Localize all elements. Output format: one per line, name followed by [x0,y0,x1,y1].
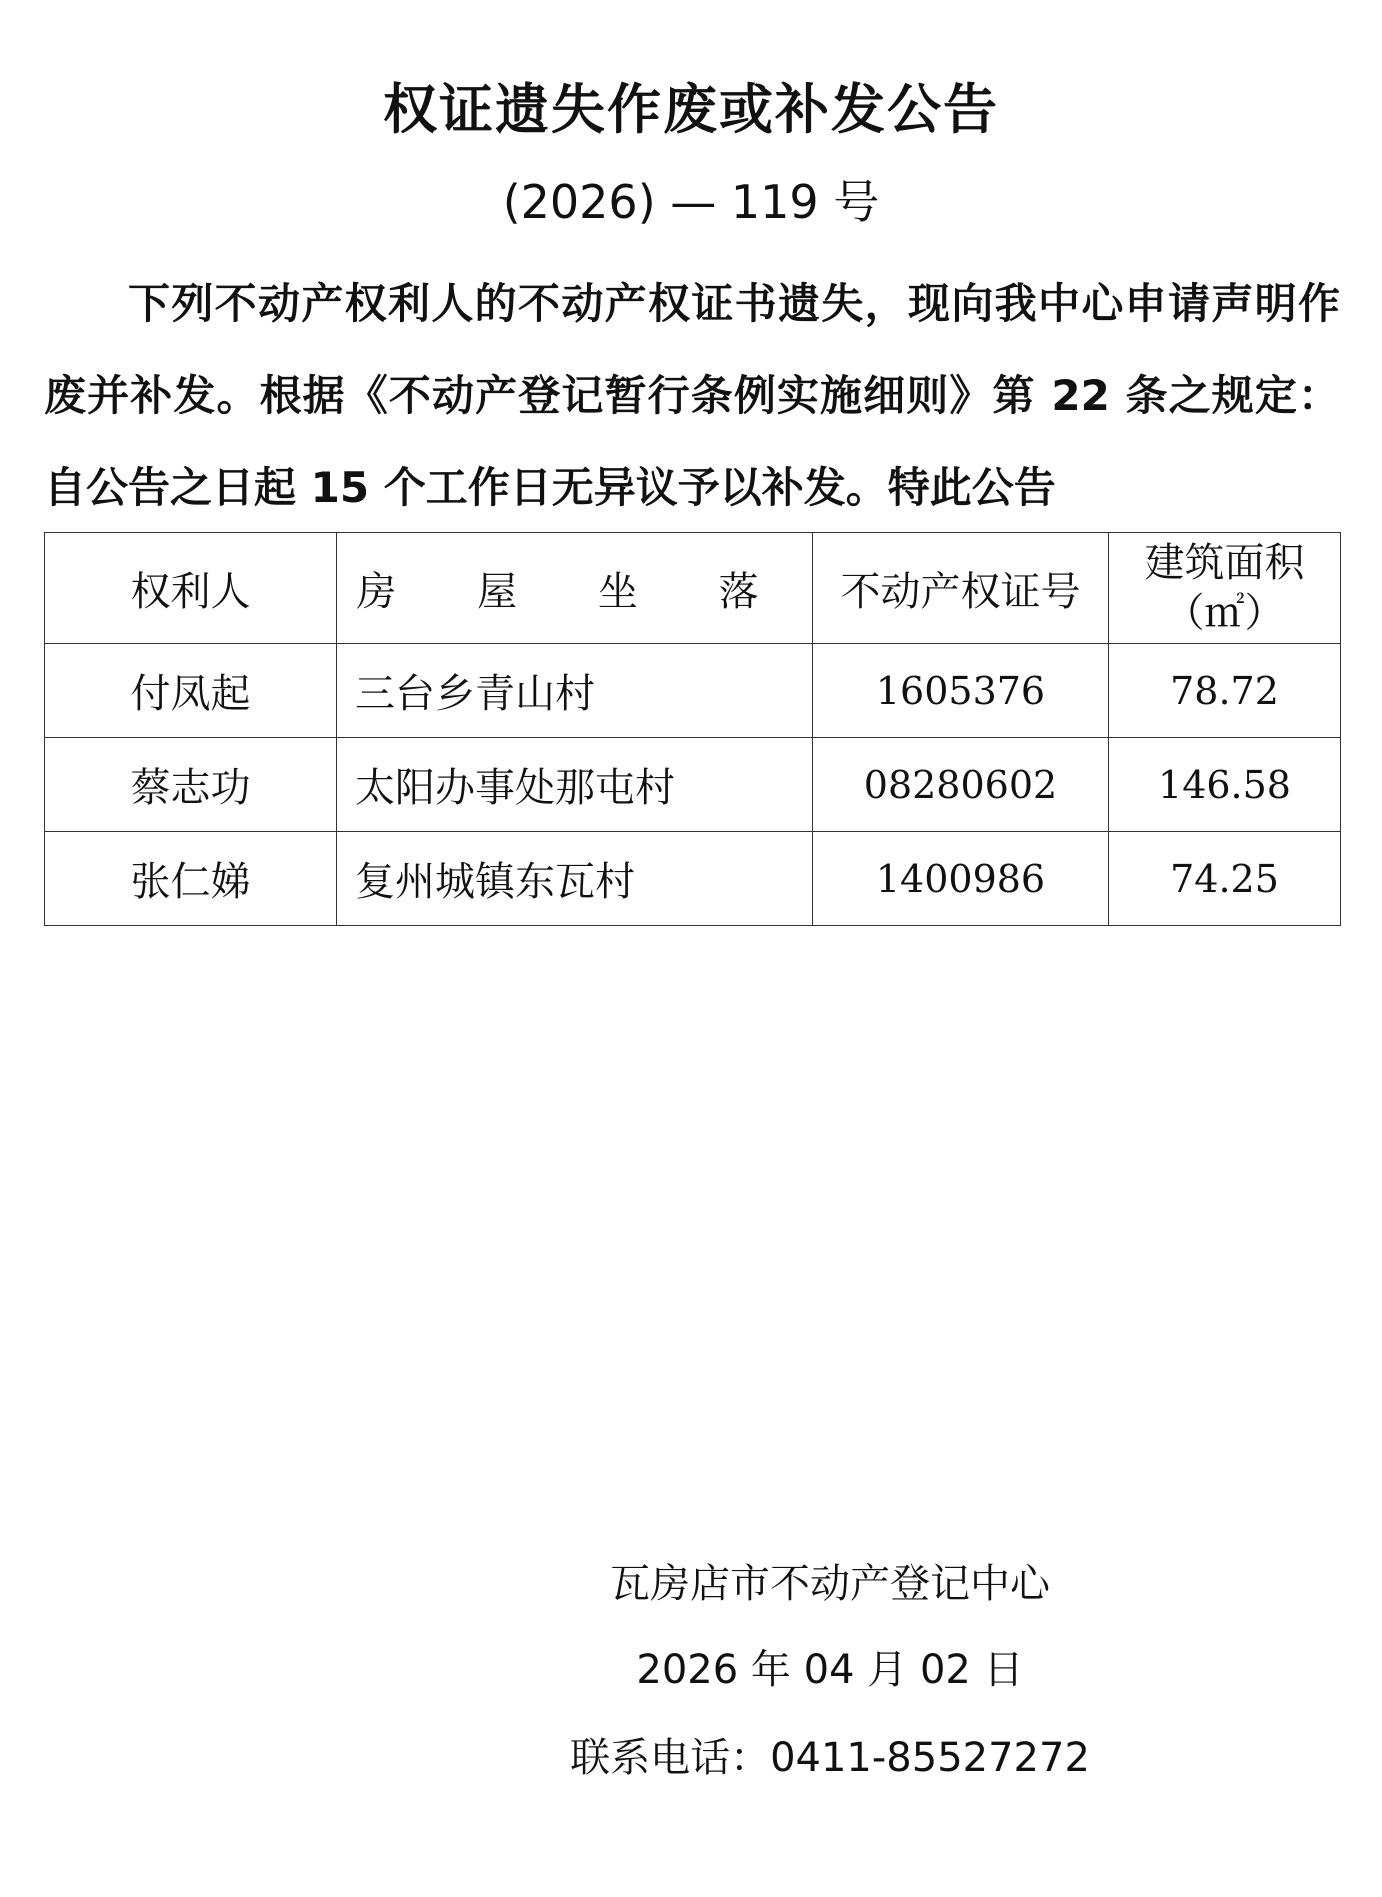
table-header-row [45,533,1341,644]
cell-location: 三台乡青山村 [337,644,813,738]
header-cert-no: 不动产权证号 [813,533,1109,644]
contact-phone: 联系电话：0411-85527272 [570,1735,1090,1781]
table-row [45,738,1341,832]
certificate-table [44,532,1341,926]
header-location: 房 屋 坐 落 [337,533,813,644]
cell-cert-no: 1605376 [813,644,1109,738]
cell-area: 78.72 [1109,644,1341,738]
cell-location: 太阳办事处那屯村 [337,738,813,832]
announcement-body: 下列不动产权利人的不动产权证书遗失，现向我中心申请声明作废并补发。根据《不动产登记暂行条例实施细则》第 22 条之规定：自公告之日起 15 个工作日无异议予以补发。特此公告 [44,279,1340,512]
issuing-organization: 瓦房店市不动产登记中心 [610,1561,1050,1607]
cell-area: 74.25 [1109,832,1341,926]
certificate-table-wrapper [44,532,1340,926]
announcement-number: (2026) — 119 号 [502,175,880,229]
issue-date: 2026 年 04 月 02 日 [636,1647,1024,1693]
cell-area: 146.58 [1109,738,1341,832]
page-title: 权证遗失作废或补发公告 [383,78,999,141]
cell-cert-no: 08280602 [813,738,1109,832]
cell-cert-no: 1400986 [813,832,1109,926]
cell-owner: 张仁娣 [45,832,337,926]
cell-location: 复州城镇东瓦村 [337,832,813,926]
cell-owner: 付凤起 [45,644,337,738]
table-row [45,832,1341,926]
table-row [45,644,1341,738]
cell-owner: 蔡志功 [45,738,337,832]
header-area: 建筑面积（㎡） [1109,533,1341,644]
header-owner: 权利人 [45,533,337,644]
